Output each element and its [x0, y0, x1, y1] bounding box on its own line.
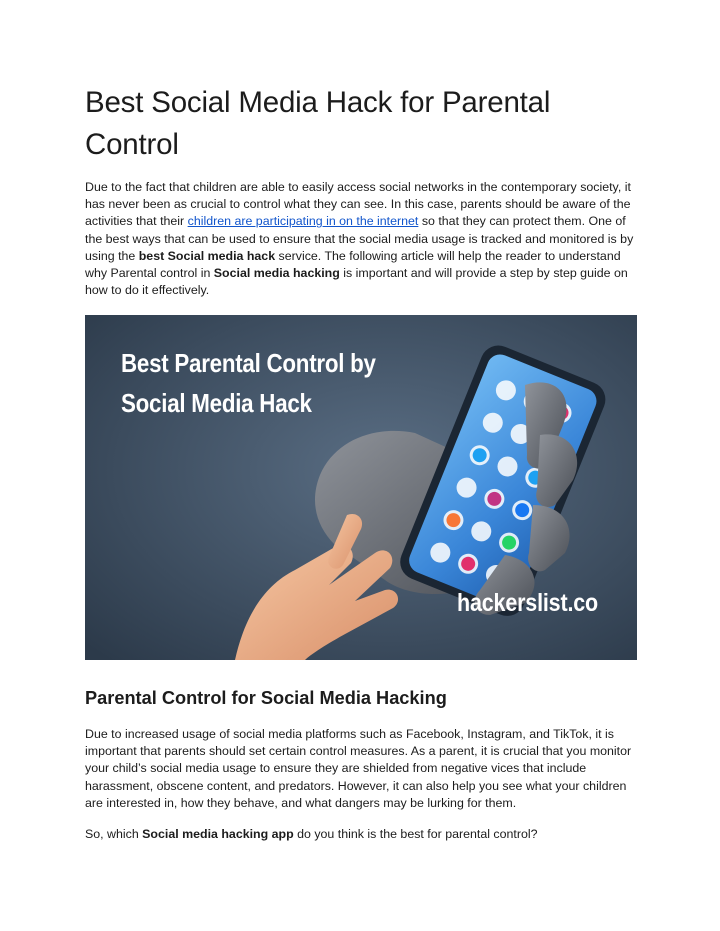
- intro-text-1: Due to the fact that children are able to easily access social networks in the contemporary society, it has never been as crucial to control what they can see. In this case, parents should be aware of the activities that their: [85, 180, 631, 229]
- intro-paragraph: [85, 179, 637, 299]
- question-paragraph: [85, 826, 637, 843]
- intro-bold-2: Social media hacking: [213, 266, 340, 281]
- hero-headline: [121, 343, 376, 423]
- intro-text-4: is important and will provide a step by step guide on how to do it effectively.: [85, 266, 628, 298]
- section-paragraph: Due to increased usage of social media platforms such as Facebook, Instagram, and TikTok, it is important that parents should set certain control measures. As a parent, it is crucial that you monitor your child’s social media usage to ensure they are shielded from negative vices that include harassment, obscene content, and predators. However, it can also help you see what your children are interested in, how they behave, and what dangers may be lurking for them.: [85, 727, 632, 810]
- hero-image: [85, 315, 637, 660]
- intro-text-2: so that they can protect them. One of the best ways that can be used to ensure that the social media usage is tracked and monitored is by using the: [85, 214, 634, 263]
- intro-text-3: service. The following article will help the reader to understand why Parental control in: [85, 248, 621, 281]
- page-title: Best Social Media Hack for Parental Control: [85, 86, 551, 161]
- children-online-link[interactable]: children are participating in on the internet: [187, 214, 419, 229]
- question-bold: Social media hacking app: [142, 827, 294, 841]
- question-text-2: do you think is the best for parental control?: [293, 827, 538, 841]
- hero-headline-line2: Social Media Hack: [121, 388, 312, 418]
- hero-site-watermark: hackerslist.co: [457, 589, 599, 617]
- question-text-1: So, which: [85, 827, 143, 841]
- hero-headline-line1: Best Parental Control by: [121, 348, 376, 378]
- section-heading: Parental Control for Social Media Hacking: [85, 688, 447, 708]
- intro-bold-1: best Social media hack: [138, 248, 276, 263]
